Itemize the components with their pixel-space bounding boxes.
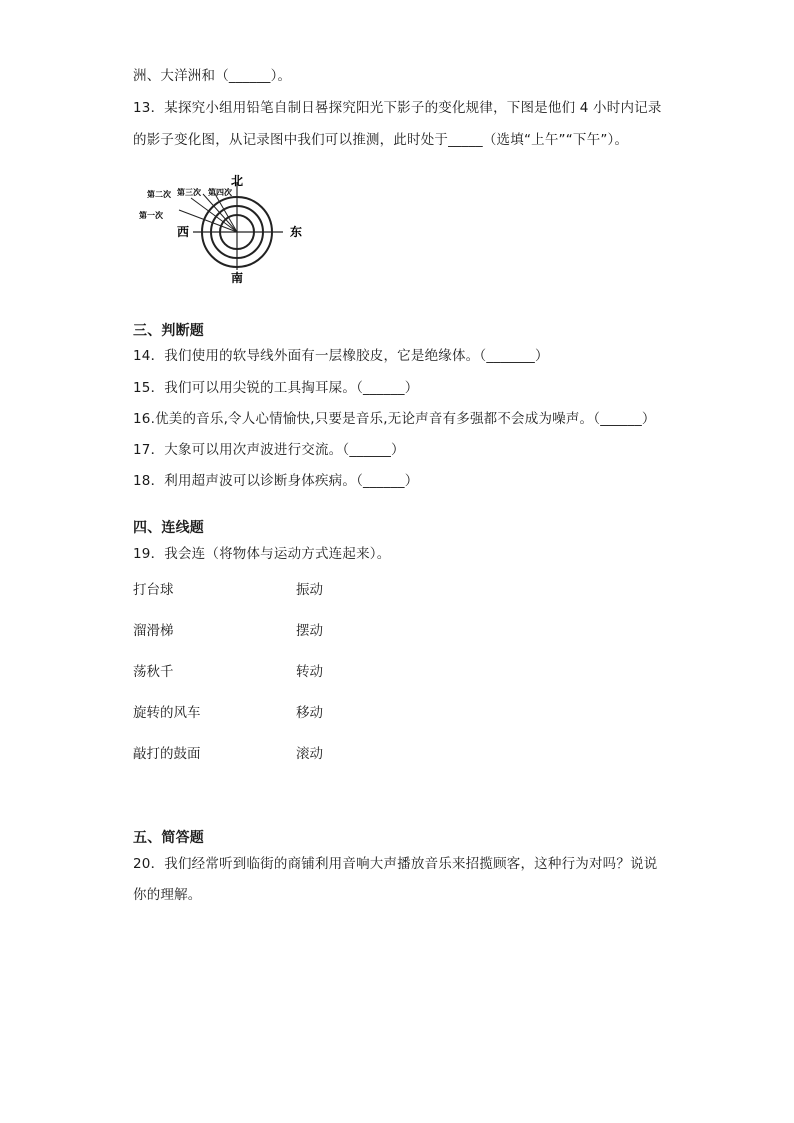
matching-motion-3: 转动 (296, 664, 323, 680)
q15-text: 15．我们可以用尖锐的工具掏耳屎。（______） (133, 380, 419, 396)
q19-text: 19．我会连（将物体与运动方式连起来）。 (133, 546, 391, 562)
east-label: 东 (290, 225, 303, 239)
shadow-line-second (191, 198, 237, 232)
q17-text: 17．大象可以用次声波进行交流。（______） (133, 442, 405, 458)
matching-object-1: 打台球 (133, 582, 174, 598)
section5-title: 五、简答题 (133, 830, 204, 846)
west-label: 西 (177, 225, 190, 239)
section4-title: 四、连线题 (133, 520, 204, 536)
first-record-label: 第一次 (139, 210, 163, 220)
third-record-label: 第三次 (177, 187, 201, 197)
south-label: 南 (231, 271, 244, 285)
north-label: 北 (231, 174, 244, 188)
matching-object-4: 旋转的风车 (133, 705, 201, 721)
matching-object-2: 溜滑梯 (133, 623, 174, 639)
matching-object-3: 荡秋千 (133, 664, 174, 680)
q13-text-line2: 的影子变化图，从记录图中我们可以推测，此时处于_____（选填“上午”“下午”）。 (133, 132, 629, 148)
sundial-shadow-diagram (133, 170, 313, 288)
q18-text: 18．利用超声波可以诊断身体疾病。（______） (133, 473, 419, 489)
matching-motion-1: 振动 (296, 582, 323, 598)
matching-motion-2: 摆动 (296, 623, 323, 639)
fourth-record-label: 第四次 (208, 187, 232, 197)
q20-text-line2: 你的理解。 (133, 887, 202, 903)
matching-motion-4: 移动 (296, 705, 323, 721)
section3-title: 三、判断题 (133, 323, 204, 339)
q12-continuation: 洲、大洋洲和（______）。 (133, 68, 292, 84)
q20-text-line1: 20．我们经常听到临街的商铺利用音响大声播放音乐来招揽顾客，这种行为对吗？说说 (133, 856, 658, 872)
q14-text: 14．我们使用的软导线外面有一层橡胶皮，它是绝缘体。（_______） (133, 348, 549, 364)
q13-text-line1: 13．某探究小组用铅笔自制日晷探究阳光下影子的变化规律，下图是他们 4 小时内记录 (133, 100, 662, 116)
second-record-label: 第二次 (147, 189, 171, 199)
matching-motion-5: 滚动 (296, 746, 323, 762)
q16-text: 16.优美的音乐,令人心情愉快,只要是音乐,无论声音有多强都不会成为噪声。（______） (133, 411, 656, 427)
matching-object-5: 敲打的鼓面 (133, 746, 201, 762)
